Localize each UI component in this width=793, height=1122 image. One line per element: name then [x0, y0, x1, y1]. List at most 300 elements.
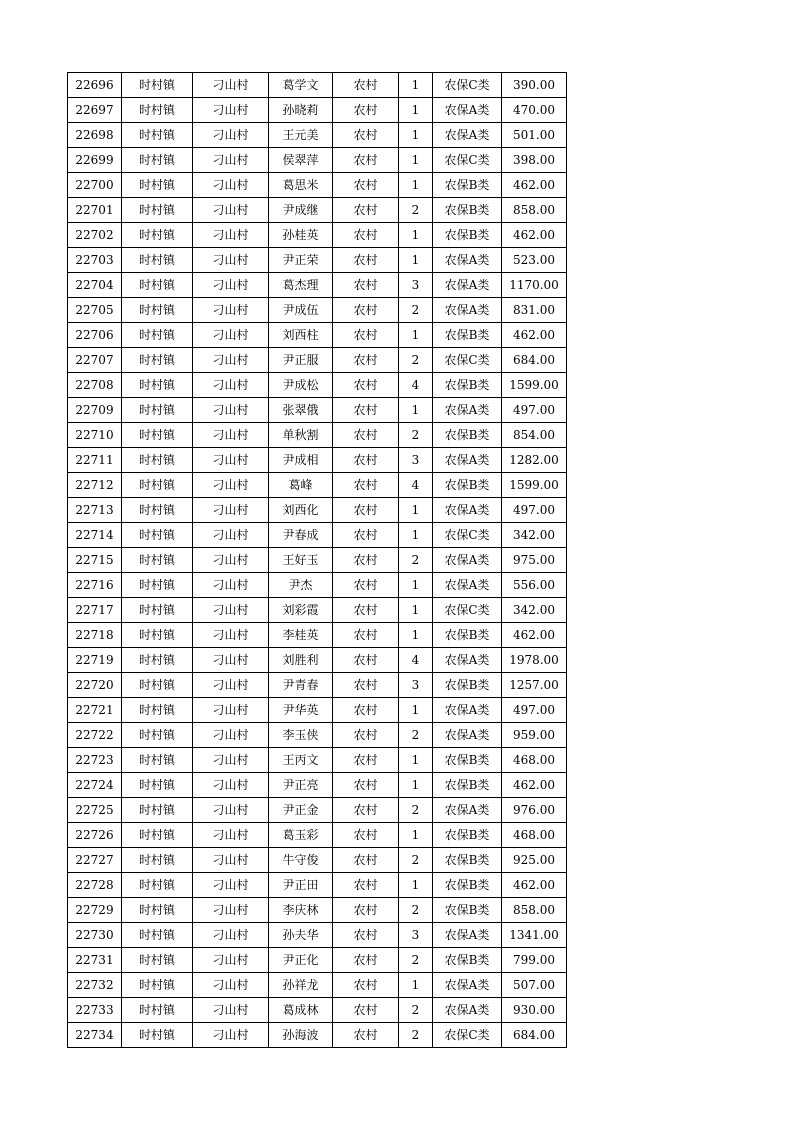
- household-type-cell: 农村: [333, 173, 399, 198]
- town-cell: 时村镇: [122, 998, 193, 1023]
- member-count-cell: 1: [399, 573, 433, 598]
- insurance-class-cell: 农保A类: [433, 548, 502, 573]
- member-count-cell: 1: [399, 623, 433, 648]
- village-cell: 刁山村: [193, 348, 269, 373]
- town-cell: 时村镇: [122, 573, 193, 598]
- name-cell: 尹杰: [269, 573, 333, 598]
- row-number-cell: 22726: [68, 823, 122, 848]
- table-row: [68, 498, 567, 523]
- table-row: [68, 73, 567, 98]
- amount-cell: 684.00: [502, 1023, 567, 1048]
- member-count-cell: 2: [399, 423, 433, 448]
- row-number-cell: 22708: [68, 373, 122, 398]
- household-type-cell: 农村: [333, 73, 399, 98]
- town-cell: 时村镇: [122, 398, 193, 423]
- name-cell: 牛守俊: [269, 848, 333, 873]
- name-cell: 尹青春: [269, 673, 333, 698]
- name-cell: 刘西柱: [269, 323, 333, 348]
- row-number-cell: 22729: [68, 898, 122, 923]
- village-cell: 刁山村: [193, 598, 269, 623]
- member-count-cell: 2: [399, 798, 433, 823]
- household-type-cell: 农村: [333, 198, 399, 223]
- household-type-cell: 农村: [333, 148, 399, 173]
- village-cell: 刁山村: [193, 373, 269, 398]
- amount-cell: 858.00: [502, 898, 567, 923]
- household-type-cell: 农村: [333, 523, 399, 548]
- village-cell: 刁山村: [193, 773, 269, 798]
- row-number-cell: 22696: [68, 73, 122, 98]
- town-cell: 时村镇: [122, 1023, 193, 1048]
- amount-cell: 497.00: [502, 498, 567, 523]
- amount-cell: 462.00: [502, 323, 567, 348]
- member-count-cell: 1: [399, 223, 433, 248]
- name-cell: 李庆林: [269, 898, 333, 923]
- table-row: [68, 623, 567, 648]
- table-row: [68, 123, 567, 148]
- village-cell: 刁山村: [193, 98, 269, 123]
- name-cell: 单秋割: [269, 423, 333, 448]
- insurance-class-cell: 农保A类: [433, 923, 502, 948]
- household-type-cell: 农村: [333, 373, 399, 398]
- table-row: [68, 173, 567, 198]
- row-number-cell: 22697: [68, 98, 122, 123]
- name-cell: 孙祥龙: [269, 973, 333, 998]
- amount-cell: 462.00: [502, 623, 567, 648]
- town-cell: 时村镇: [122, 123, 193, 148]
- name-cell: 李桂英: [269, 623, 333, 648]
- table-row: [68, 873, 567, 898]
- insurance-class-cell: 农保C类: [433, 148, 502, 173]
- village-cell: 刁山村: [193, 273, 269, 298]
- town-cell: 时村镇: [122, 298, 193, 323]
- village-cell: 刁山村: [193, 198, 269, 223]
- table-row: [68, 973, 567, 998]
- table-row: [68, 448, 567, 473]
- name-cell: 尹正化: [269, 948, 333, 973]
- amount-cell: 468.00: [502, 823, 567, 848]
- town-cell: 时村镇: [122, 323, 193, 348]
- household-type-cell: 农村: [333, 873, 399, 898]
- town-cell: 时村镇: [122, 473, 193, 498]
- village-cell: 刁山村: [193, 748, 269, 773]
- town-cell: 时村镇: [122, 873, 193, 898]
- insurance-class-cell: 农保C类: [433, 598, 502, 623]
- row-number-cell: 22714: [68, 523, 122, 548]
- member-count-cell: 1: [399, 748, 433, 773]
- village-cell: 刁山村: [193, 448, 269, 473]
- name-cell: 李玉侠: [269, 723, 333, 748]
- row-number-cell: 22709: [68, 398, 122, 423]
- village-cell: 刁山村: [193, 423, 269, 448]
- table-row: [68, 698, 567, 723]
- insurance-class-cell: 农保A类: [433, 973, 502, 998]
- amount-cell: 501.00: [502, 123, 567, 148]
- row-number-cell: 22732: [68, 973, 122, 998]
- row-number-cell: 22727: [68, 848, 122, 873]
- member-count-cell: 2: [399, 348, 433, 373]
- row-number-cell: 22717: [68, 598, 122, 623]
- name-cell: 尹成松: [269, 373, 333, 398]
- town-cell: 时村镇: [122, 373, 193, 398]
- town-cell: 时村镇: [122, 548, 193, 573]
- member-count-cell: 1: [399, 973, 433, 998]
- town-cell: 时村镇: [122, 448, 193, 473]
- row-number-cell: 22711: [68, 448, 122, 473]
- row-number-cell: 22723: [68, 748, 122, 773]
- insurance-class-cell: 农保A类: [433, 123, 502, 148]
- table-row: [68, 373, 567, 398]
- village-cell: 刁山村: [193, 148, 269, 173]
- household-type-cell: 农村: [333, 923, 399, 948]
- household-type-cell: 农村: [333, 823, 399, 848]
- table-row: [68, 898, 567, 923]
- village-cell: 刁山村: [193, 798, 269, 823]
- row-number-cell: 22707: [68, 348, 122, 373]
- member-count-cell: 1: [399, 323, 433, 348]
- amount-cell: 975.00: [502, 548, 567, 573]
- household-type-cell: 农村: [333, 648, 399, 673]
- allowance-table: [67, 72, 567, 1048]
- town-cell: 时村镇: [122, 73, 193, 98]
- insurance-class-cell: 农保B类: [433, 198, 502, 223]
- member-count-cell: 3: [399, 273, 433, 298]
- table-row: [68, 398, 567, 423]
- household-type-cell: 农村: [333, 798, 399, 823]
- member-count-cell: 1: [399, 123, 433, 148]
- row-number-cell: 22705: [68, 298, 122, 323]
- insurance-class-cell: 农保A类: [433, 248, 502, 273]
- amount-cell: 390.00: [502, 73, 567, 98]
- household-type-cell: 农村: [333, 623, 399, 648]
- table-row: [68, 248, 567, 273]
- town-cell: 时村镇: [122, 423, 193, 448]
- village-cell: 刁山村: [193, 1023, 269, 1048]
- member-count-cell: 1: [399, 598, 433, 623]
- town-cell: 时村镇: [122, 673, 193, 698]
- amount-cell: 1599.00: [502, 473, 567, 498]
- insurance-class-cell: 农保C类: [433, 73, 502, 98]
- member-count-cell: 3: [399, 923, 433, 948]
- row-number-cell: 22702: [68, 223, 122, 248]
- row-number-cell: 22712: [68, 473, 122, 498]
- name-cell: 尹华英: [269, 698, 333, 723]
- name-cell: 孙海波: [269, 1023, 333, 1048]
- amount-cell: 858.00: [502, 198, 567, 223]
- insurance-class-cell: 农保A类: [433, 998, 502, 1023]
- name-cell: 王元美: [269, 123, 333, 148]
- amount-cell: 854.00: [502, 423, 567, 448]
- town-cell: 时村镇: [122, 973, 193, 998]
- amount-cell: 523.00: [502, 248, 567, 273]
- household-type-cell: 农村: [333, 848, 399, 873]
- village-cell: 刁山村: [193, 123, 269, 148]
- insurance-class-cell: 农保A类: [433, 398, 502, 423]
- name-cell: 王丙文: [269, 748, 333, 773]
- household-type-cell: 农村: [333, 1023, 399, 1048]
- village-cell: 刁山村: [193, 73, 269, 98]
- village-cell: 刁山村: [193, 173, 269, 198]
- household-type-cell: 农村: [333, 123, 399, 148]
- household-type-cell: 农村: [333, 223, 399, 248]
- name-cell: 葛杰理: [269, 273, 333, 298]
- household-type-cell: 农村: [333, 273, 399, 298]
- member-count-cell: 2: [399, 948, 433, 973]
- row-number-cell: 22719: [68, 648, 122, 673]
- member-count-cell: 1: [399, 823, 433, 848]
- member-count-cell: 1: [399, 398, 433, 423]
- member-count-cell: 2: [399, 898, 433, 923]
- table-row: [68, 473, 567, 498]
- insurance-class-cell: 农保B类: [433, 223, 502, 248]
- insurance-class-cell: 农保A类: [433, 273, 502, 298]
- table-row: [68, 648, 567, 673]
- table-row: [68, 223, 567, 248]
- member-count-cell: 2: [399, 548, 433, 573]
- insurance-class-cell: 农保B类: [433, 423, 502, 448]
- name-cell: 尹正田: [269, 873, 333, 898]
- village-cell: 刁山村: [193, 223, 269, 248]
- insurance-class-cell: 农保B类: [433, 823, 502, 848]
- insurance-class-cell: 农保B类: [433, 473, 502, 498]
- row-number-cell: 22716: [68, 573, 122, 598]
- table-row: [68, 98, 567, 123]
- insurance-class-cell: 农保B类: [433, 323, 502, 348]
- table-row: [68, 998, 567, 1023]
- town-cell: 时村镇: [122, 923, 193, 948]
- name-cell: 张翠俄: [269, 398, 333, 423]
- name-cell: 葛玉彩: [269, 823, 333, 848]
- insurance-class-cell: 农保B类: [433, 773, 502, 798]
- name-cell: 侯翠萍: [269, 148, 333, 173]
- amount-cell: 976.00: [502, 798, 567, 823]
- insurance-class-cell: 农保A类: [433, 498, 502, 523]
- amount-cell: 462.00: [502, 773, 567, 798]
- household-type-cell: 农村: [333, 948, 399, 973]
- town-cell: 时村镇: [122, 723, 193, 748]
- row-number-cell: 22715: [68, 548, 122, 573]
- village-cell: 刁山村: [193, 573, 269, 598]
- household-type-cell: 农村: [333, 898, 399, 923]
- table-row: [68, 1023, 567, 1048]
- insurance-class-cell: 农保B类: [433, 898, 502, 923]
- member-count-cell: 1: [399, 73, 433, 98]
- row-number-cell: 22703: [68, 248, 122, 273]
- row-number-cell: 22730: [68, 923, 122, 948]
- table-row: [68, 748, 567, 773]
- town-cell: 时村镇: [122, 748, 193, 773]
- village-cell: 刁山村: [193, 248, 269, 273]
- member-count-cell: 4: [399, 648, 433, 673]
- town-cell: 时村镇: [122, 898, 193, 923]
- table-row: [68, 423, 567, 448]
- town-cell: 时村镇: [122, 848, 193, 873]
- town-cell: 时村镇: [122, 698, 193, 723]
- member-count-cell: 1: [399, 148, 433, 173]
- row-number-cell: 22722: [68, 723, 122, 748]
- table-body: [68, 73, 567, 1048]
- household-type-cell: 农村: [333, 698, 399, 723]
- household-type-cell: 农村: [333, 323, 399, 348]
- table-row: [68, 723, 567, 748]
- amount-cell: 507.00: [502, 973, 567, 998]
- insurance-class-cell: 农保B类: [433, 623, 502, 648]
- insurance-class-cell: 农保B类: [433, 948, 502, 973]
- insurance-class-cell: 农保A类: [433, 798, 502, 823]
- table-row: [68, 848, 567, 873]
- amount-cell: 470.00: [502, 98, 567, 123]
- name-cell: 葛思米: [269, 173, 333, 198]
- town-cell: 时村镇: [122, 523, 193, 548]
- village-cell: 刁山村: [193, 723, 269, 748]
- table-row: [68, 948, 567, 973]
- village-cell: 刁山村: [193, 323, 269, 348]
- town-cell: 时村镇: [122, 248, 193, 273]
- row-number-cell: 22698: [68, 123, 122, 148]
- name-cell: 尹正服: [269, 348, 333, 373]
- row-number-cell: 22721: [68, 698, 122, 723]
- insurance-class-cell: 农保C类: [433, 1023, 502, 1048]
- amount-cell: 342.00: [502, 523, 567, 548]
- insurance-class-cell: 农保C类: [433, 348, 502, 373]
- member-count-cell: 2: [399, 1023, 433, 1048]
- amount-cell: 959.00: [502, 723, 567, 748]
- amount-cell: 1170.00: [502, 273, 567, 298]
- name-cell: 尹成相: [269, 448, 333, 473]
- member-count-cell: 3: [399, 673, 433, 698]
- town-cell: 时村镇: [122, 223, 193, 248]
- table-row: [68, 798, 567, 823]
- amount-cell: 556.00: [502, 573, 567, 598]
- amount-cell: 1341.00: [502, 923, 567, 948]
- town-cell: 时村镇: [122, 148, 193, 173]
- household-type-cell: 农村: [333, 598, 399, 623]
- insurance-class-cell: 农保A类: [433, 448, 502, 473]
- name-cell: 葛成林: [269, 998, 333, 1023]
- table-row: [68, 148, 567, 173]
- member-count-cell: 4: [399, 373, 433, 398]
- member-count-cell: 1: [399, 98, 433, 123]
- village-cell: 刁山村: [193, 298, 269, 323]
- town-cell: 时村镇: [122, 623, 193, 648]
- row-number-cell: 22699: [68, 148, 122, 173]
- member-count-cell: 1: [399, 498, 433, 523]
- table-row: [68, 298, 567, 323]
- name-cell: 葛峰: [269, 473, 333, 498]
- amount-cell: 799.00: [502, 948, 567, 973]
- name-cell: 葛学文: [269, 73, 333, 98]
- row-number-cell: 22734: [68, 1023, 122, 1048]
- village-cell: 刁山村: [193, 498, 269, 523]
- name-cell: 尹正荣: [269, 248, 333, 273]
- table-row: [68, 673, 567, 698]
- village-cell: 刁山村: [193, 698, 269, 723]
- row-number-cell: 22724: [68, 773, 122, 798]
- member-count-cell: 1: [399, 523, 433, 548]
- village-cell: 刁山村: [193, 548, 269, 573]
- village-cell: 刁山村: [193, 523, 269, 548]
- village-cell: 刁山村: [193, 898, 269, 923]
- table-row: [68, 573, 567, 598]
- name-cell: 尹正亮: [269, 773, 333, 798]
- town-cell: 时村镇: [122, 598, 193, 623]
- amount-cell: 1978.00: [502, 648, 567, 673]
- amount-cell: 342.00: [502, 598, 567, 623]
- household-type-cell: 农村: [333, 448, 399, 473]
- row-number-cell: 22710: [68, 423, 122, 448]
- household-type-cell: 农村: [333, 998, 399, 1023]
- member-count-cell: 1: [399, 873, 433, 898]
- village-cell: 刁山村: [193, 848, 269, 873]
- insurance-class-cell: 农保A类: [433, 573, 502, 598]
- insurance-class-cell: 农保C类: [433, 523, 502, 548]
- household-type-cell: 农村: [333, 298, 399, 323]
- village-cell: 刁山村: [193, 823, 269, 848]
- member-count-cell: 3: [399, 448, 433, 473]
- table-row: [68, 548, 567, 573]
- table-row: [68, 598, 567, 623]
- town-cell: 时村镇: [122, 198, 193, 223]
- household-type-cell: 农村: [333, 673, 399, 698]
- table-row: [68, 348, 567, 373]
- amount-cell: 462.00: [502, 873, 567, 898]
- member-count-cell: 2: [399, 848, 433, 873]
- member-count-cell: 2: [399, 298, 433, 323]
- row-number-cell: 22700: [68, 173, 122, 198]
- table-row: [68, 273, 567, 298]
- member-count-cell: 2: [399, 198, 433, 223]
- amount-cell: 462.00: [502, 223, 567, 248]
- village-cell: 刁山村: [193, 948, 269, 973]
- household-type-cell: 农村: [333, 98, 399, 123]
- town-cell: 时村镇: [122, 648, 193, 673]
- member-count-cell: 1: [399, 698, 433, 723]
- member-count-cell: 2: [399, 998, 433, 1023]
- household-type-cell: 农村: [333, 748, 399, 773]
- amount-cell: 1282.00: [502, 448, 567, 473]
- household-type-cell: 农村: [333, 573, 399, 598]
- row-number-cell: 22713: [68, 498, 122, 523]
- row-number-cell: 22725: [68, 798, 122, 823]
- name-cell: 尹正金: [269, 798, 333, 823]
- household-type-cell: 农村: [333, 498, 399, 523]
- household-type-cell: 农村: [333, 773, 399, 798]
- member-count-cell: 1: [399, 773, 433, 798]
- table-row: [68, 923, 567, 948]
- insurance-class-cell: 农保B类: [433, 373, 502, 398]
- member-count-cell: 1: [399, 173, 433, 198]
- name-cell: 孙晓莉: [269, 98, 333, 123]
- amount-cell: 930.00: [502, 998, 567, 1023]
- name-cell: 孙桂英: [269, 223, 333, 248]
- row-number-cell: 22731: [68, 948, 122, 973]
- insurance-class-cell: 农保B类: [433, 848, 502, 873]
- household-type-cell: 农村: [333, 723, 399, 748]
- village-cell: 刁山村: [193, 648, 269, 673]
- row-number-cell: 22704: [68, 273, 122, 298]
- insurance-class-cell: 农保B类: [433, 748, 502, 773]
- village-cell: 刁山村: [193, 998, 269, 1023]
- household-type-cell: 农村: [333, 248, 399, 273]
- household-type-cell: 农村: [333, 548, 399, 573]
- member-count-cell: 2: [399, 723, 433, 748]
- household-type-cell: 农村: [333, 423, 399, 448]
- village-cell: 刁山村: [193, 923, 269, 948]
- amount-cell: 1257.00: [502, 673, 567, 698]
- row-number-cell: 22733: [68, 998, 122, 1023]
- insurance-class-cell: 农保A类: [433, 723, 502, 748]
- town-cell: 时村镇: [122, 798, 193, 823]
- town-cell: 时村镇: [122, 773, 193, 798]
